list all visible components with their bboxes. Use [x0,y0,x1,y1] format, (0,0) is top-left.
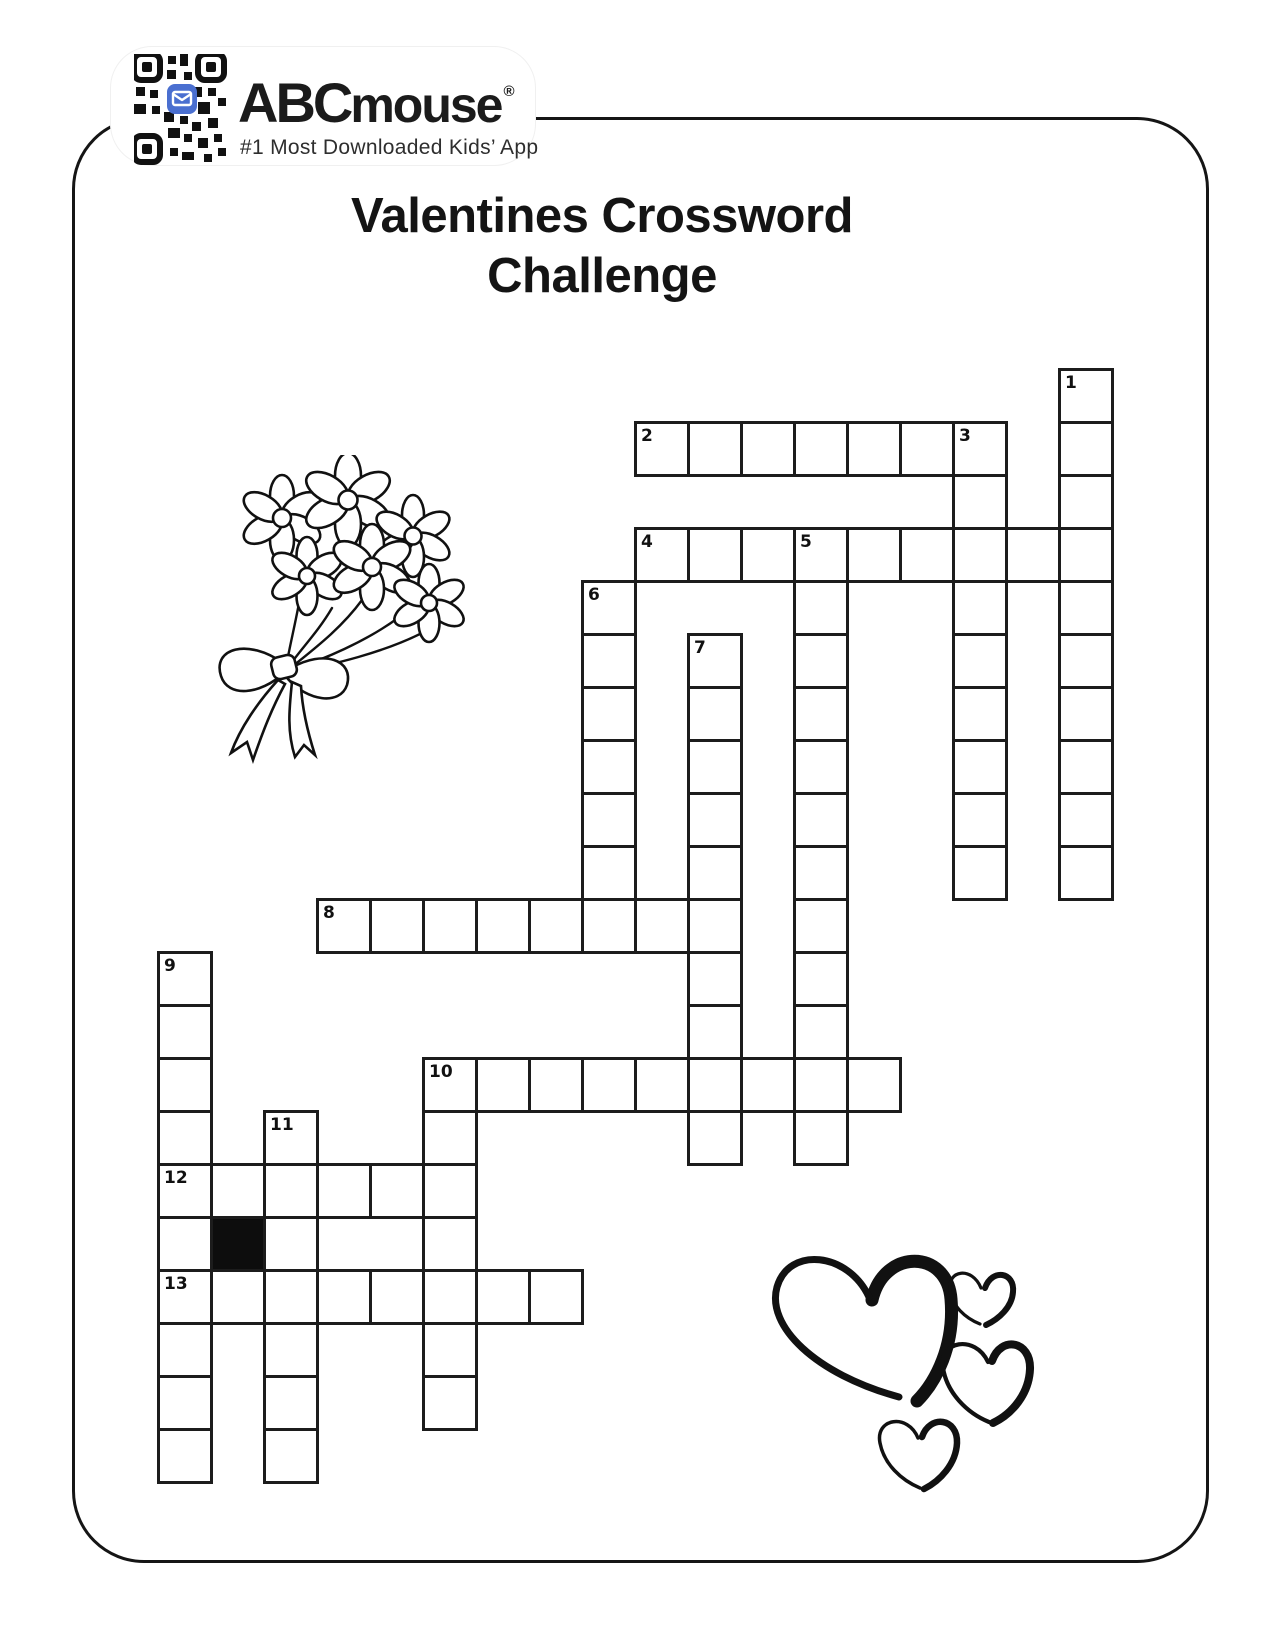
crossword-cell[interactable] [687,845,743,901]
crossword-cell[interactable] [1058,845,1114,901]
crossword-black-cell [210,1216,266,1272]
crossword-cell[interactable] [581,686,637,742]
crossword-number-4: 4 [641,532,653,552]
heart-large [775,1259,951,1401]
crossword-cell[interactable] [1058,792,1114,848]
crossword-cell[interactable] [740,1057,796,1113]
crossword-cell[interactable] [157,1375,213,1431]
crossword-cell[interactable] [316,1163,372,1219]
crossword-cell[interactable] [263,1216,319,1272]
crossword-number-3: 3 [959,426,971,446]
crossword-cell[interactable] [793,1057,849,1113]
crossword-cell[interactable] [422,1163,478,1219]
crossword-cell[interactable] [369,1269,425,1325]
crossword-cell[interactable] [687,421,743,477]
crossword-number-2: 2 [641,426,653,446]
crossword-cell[interactable] [687,792,743,848]
crossword-cell[interactable] [1058,633,1114,689]
crossword-number-8: 8 [323,903,335,923]
crossword-cell[interactable] [687,686,743,742]
crossword-cell[interactable] [952,792,1008,848]
crossword-cell[interactable] [793,686,849,742]
crossword-cell[interactable] [581,845,637,901]
crossword-number-11: 11 [270,1115,294,1135]
crossword-cell[interactable] [687,1004,743,1060]
crossword-cell[interactable] [316,1269,372,1325]
crossword-cell[interactable] [952,474,1008,530]
crossword-number-13: 13 [164,1274,188,1294]
crossword-cell[interactable] [1058,474,1114,530]
crossword-cell[interactable] [263,1269,319,1325]
crossword-cell[interactable] [157,1216,213,1272]
page-title [0,186,1204,306]
crossword-number-10: 10 [429,1062,453,1082]
crossword-cell[interactable] [1058,580,1114,636]
brand-logo [238,70,515,135]
crossword-cell[interactable] [263,1322,319,1378]
crossword-cell[interactable] [581,1057,637,1113]
page-title-line1: Valentines Crossword [351,189,853,243]
abcmouse-app-icon [167,84,197,114]
crossword-cell[interactable] [581,633,637,689]
hearts-illustration [760,1230,1050,1510]
qr-code-icon [134,54,228,166]
crossword-cell[interactable] [899,527,955,583]
crossword-cell[interactable] [793,1110,849,1166]
crossword-cell[interactable] [581,739,637,795]
crossword-cell[interactable] [952,527,1008,583]
crossword-cell[interactable] [793,845,849,901]
qr-finder-bottom-left [134,136,160,162]
crossword-cell[interactable] [634,1057,690,1113]
crossword-cell[interactable] [475,898,531,954]
crossword-cell[interactable] [157,1110,213,1166]
crossword-cell[interactable] [475,1057,531,1113]
crossword-cell[interactable] [846,1057,902,1113]
crossword-cell[interactable] [687,527,743,583]
crossword-cell[interactable] [263,1163,319,1219]
logo-mouse: mouse [350,77,502,133]
crossword-cell[interactable] [687,951,743,1007]
crossword-cell[interactable] [1005,527,1061,583]
crossword-cell[interactable] [793,792,849,848]
crossword-cell[interactable] [1058,686,1114,742]
crossword-cell[interactable] [952,845,1008,901]
crossword-cell[interactable] [1058,421,1114,477]
page-title-line2: Challenge [487,249,717,303]
crossword-cell[interactable] [952,633,1008,689]
crossword-cell[interactable] [422,1269,478,1325]
qr-finder-top-left [134,54,160,80]
crossword-cell[interactable] [952,686,1008,742]
crossword-cell[interactable] [687,898,743,954]
crossword-cell[interactable] [157,1428,213,1484]
crossword-cell[interactable] [952,580,1008,636]
crossword-cell[interactable] [740,421,796,477]
crossword-cell[interactable] [846,421,902,477]
crossword-cell[interactable] [157,1004,213,1060]
bouquet-bow [220,649,348,760]
crossword-cell[interactable] [422,1375,478,1431]
crossword-cell[interactable] [899,421,955,477]
crossword-cell[interactable] [157,1057,213,1113]
crossword-cell[interactable] [369,898,425,954]
crossword-cell[interactable] [952,739,1008,795]
crossword-number-7: 7 [694,638,706,658]
crossword-cell[interactable] [422,1322,478,1378]
crossword-cell[interactable] [263,1375,319,1431]
crossword-cell[interactable] [793,739,849,795]
crossword-cell[interactable] [1058,739,1114,795]
crossword-cell[interactable] [1058,527,1114,583]
heart-small-bottom [879,1422,957,1489]
brand-tagline: #1 Most Downloaded Kids’ App [240,136,539,159]
heart-small-top [950,1273,1013,1325]
crossword-number-1: 1 [1065,373,1077,393]
crossword-cell[interactable] [422,1216,478,1272]
crossword-cell[interactable] [793,1004,849,1060]
crossword-cell[interactable] [793,898,849,954]
crossword-cell[interactable] [475,1269,531,1325]
crossword-cell[interactable] [687,739,743,795]
qr-code [134,54,228,171]
crossword-cell[interactable] [581,792,637,848]
flower-bouquet-illustration [190,455,485,785]
crossword-cell[interactable] [210,1163,266,1219]
crossword-number-5: 5 [800,532,812,552]
crossword-cell[interactable] [528,1057,584,1113]
crossword-cell[interactable] [210,1269,266,1325]
crossword-cell[interactable] [528,898,584,954]
crossword-cell[interactable] [793,580,849,636]
crossword-cell[interactable] [581,898,637,954]
crossword-cell[interactable] [793,421,849,477]
crossword-cell[interactable] [157,1322,213,1378]
registered-mark: ® [503,83,515,100]
crossword-cell[interactable] [528,1269,584,1325]
crossword-cell[interactable] [422,898,478,954]
crossword-cell[interactable] [687,1110,743,1166]
crossword-cell[interactable] [422,1110,478,1166]
crossword-cell[interactable] [687,1057,743,1113]
bouquet-flowers [239,455,468,642]
crossword-cell[interactable] [263,1428,319,1484]
logo-abc: ABC [238,71,351,134]
crossword-cell[interactable] [740,527,796,583]
crossword-cell[interactable] [634,898,690,954]
crossword-number-9: 9 [164,956,176,976]
crossword-cell[interactable] [369,1163,425,1219]
crossword-cell[interactable] [846,527,902,583]
heart-medium-right [943,1344,1030,1423]
qr-finder-top-right [198,54,224,80]
crossword-number-6: 6 [588,585,600,605]
crossword-cell[interactable] [793,951,849,1007]
crossword-number-12: 12 [164,1168,188,1188]
crossword-cell[interactable] [793,633,849,689]
